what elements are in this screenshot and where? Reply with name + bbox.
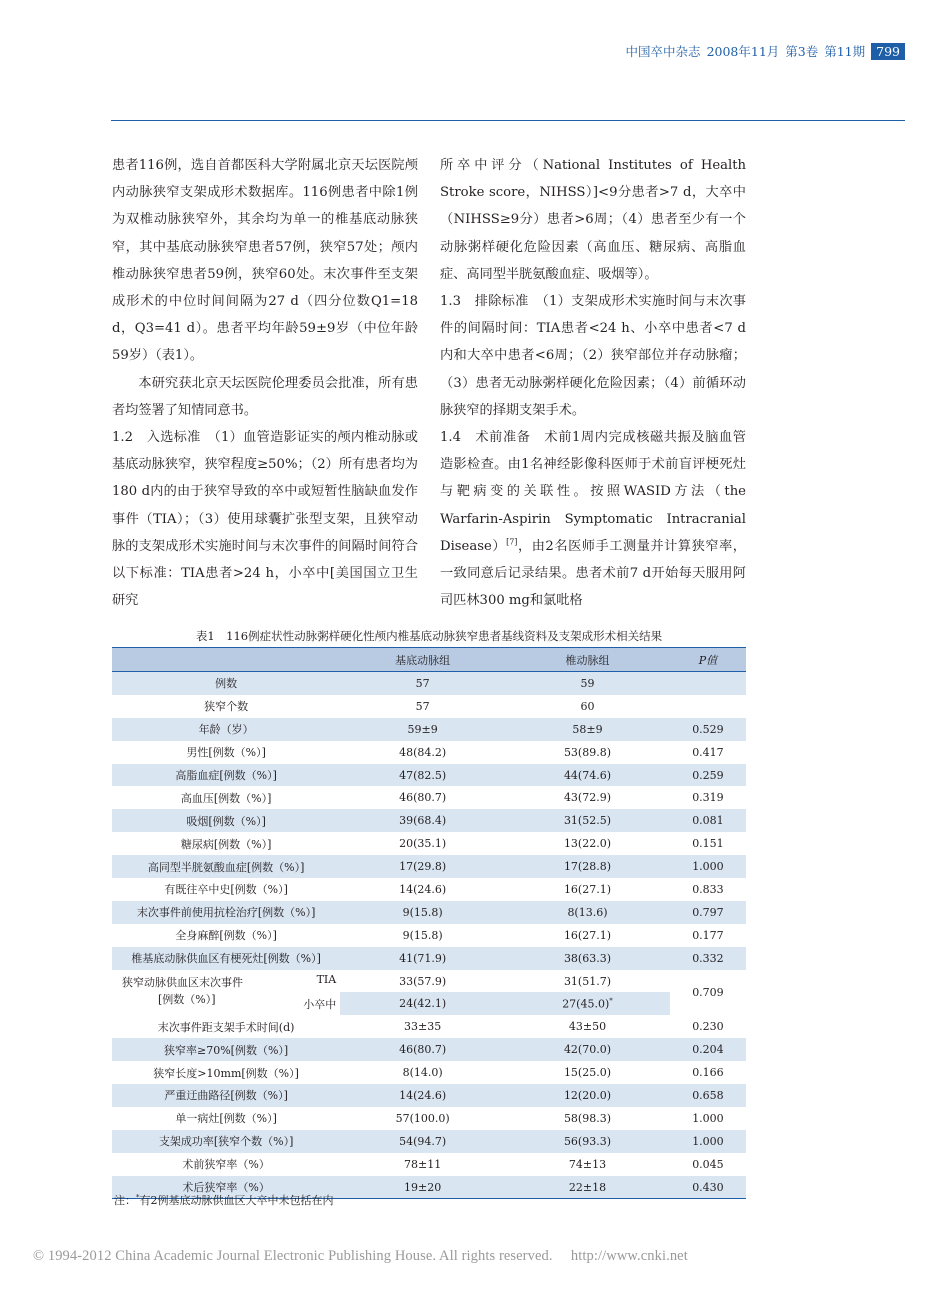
subrow-label-tia: TIA — [316, 972, 337, 986]
cell-vertebral: 16(27.1) — [505, 878, 670, 901]
table-row — [112, 1107, 746, 1130]
cell-vertebral: 44(74.6) — [505, 764, 670, 787]
cell-vertebral: 8(13.6) — [505, 901, 670, 924]
cell-basilar: 17(29.8) — [340, 855, 505, 878]
cell-basilar: 54(94.7) — [340, 1130, 505, 1153]
table-header-row — [112, 648, 746, 672]
cell-basilar: 57 — [340, 672, 505, 695]
cell-vertebral: 22±18 — [505, 1176, 670, 1199]
cell-vertebral: 42(70.0) — [505, 1038, 670, 1061]
cell-label: 狭窄率≥70%[例数（%）] — [112, 1038, 340, 1061]
left-column — [112, 152, 418, 614]
cell-p: 0.177 — [670, 924, 746, 947]
header-cell: 椎动脉组 — [505, 648, 670, 672]
cell-basilar: 39(68.4) — [340, 809, 505, 832]
running-header — [626, 41, 905, 61]
copyright-footer: © 1994-2012 China Academic Journal Electronic Publishing House. All rights reserved. http://www.cnki.net — [33, 1248, 688, 1264]
journal-name: 中国卒中杂志 — [625, 44, 701, 59]
cell-p: 0.658 — [670, 1084, 746, 1107]
cell-label: 男性[例数（%）] — [112, 741, 340, 764]
cell-label: 全身麻醉[例数（%）] — [112, 924, 340, 947]
cell-p: 0.151 — [670, 832, 746, 855]
cell-vertebral: 58±9 — [505, 718, 670, 741]
cell-value: 27(45.0) — [562, 997, 610, 1011]
issue-date: 2008年11月 — [706, 44, 780, 59]
cell-label: 糖尿病[例数（%）] — [112, 832, 340, 855]
cell-vertebral: 59 — [505, 672, 670, 695]
cell-label-multi — [112, 970, 340, 1016]
table-row — [112, 1153, 746, 1176]
table-row — [112, 786, 746, 809]
volume: 第3卷 — [785, 44, 819, 59]
table-row — [112, 832, 746, 855]
cell-p: 0.529 — [670, 718, 746, 741]
cell-basilar: 33(57.9) — [340, 970, 505, 993]
cell-p: 1.000 — [670, 855, 746, 878]
table-row — [112, 1061, 746, 1084]
cell-basilar: 14(24.6) — [340, 878, 505, 901]
cell-basilar: 78±11 — [340, 1153, 505, 1176]
table-row — [112, 924, 746, 947]
cell-vertebral: 13(22.0) — [505, 832, 670, 855]
cell-p: 0.709 — [670, 970, 746, 1016]
cell-vertebral: 74±13 — [505, 1153, 670, 1176]
cell-p: 0.332 — [670, 947, 746, 970]
header-cell — [670, 648, 746, 672]
table-row — [112, 878, 746, 901]
note-text: 有2例基底动脉供血区大卒中未包括在内 — [139, 1194, 334, 1207]
paragraph: 本研究获北京天坛医院伦理委员会批准，所有患者均签署了知情同意书。 — [112, 375, 418, 418]
p-value-header: P值 — [698, 653, 718, 667]
cell-p: 0.833 — [670, 878, 746, 901]
table-row — [112, 947, 746, 970]
cell-basilar: 41(71.9) — [340, 947, 505, 970]
cell-p: 0.081 — [670, 809, 746, 832]
cell-label: 吸烟[例数（%）] — [112, 809, 340, 832]
cell-basilar: 19±20 — [340, 1176, 505, 1199]
issue: 第11期 — [824, 44, 866, 59]
cell-label: 高脂血症[例数（%）] — [112, 764, 340, 787]
table-caption: 表1 116例症状性动脉粥样硬化性颅内椎基底动脉狭窄患者基线资料及支架成形术相关结果 — [195, 629, 663, 643]
cell-p: 1.000 — [670, 1130, 746, 1153]
cell-basilar: 24(42.1) — [340, 992, 505, 1015]
table-row — [112, 764, 746, 787]
table-row — [112, 672, 746, 695]
right-column — [440, 152, 746, 614]
cell-label: 术前狭窄率（%） — [112, 1153, 340, 1176]
cell-p — [670, 672, 746, 695]
table-row — [112, 809, 746, 832]
cell-basilar: 59±9 — [340, 718, 505, 741]
note-marker: * — [136, 1193, 140, 1202]
paragraph: 所卒中评分（National Institutes of Health Stroke score，NIHSS）]<9分患者>7 d，大卒中（NIHSS≥9分）患者>6周；（4）患者至少有一个动脉粥样硬化危险因素（高血压、糖尿病、高脂血症、高同型半胱氨酸血症、吸烟等）。 — [440, 158, 746, 282]
table-row — [112, 855, 746, 878]
cell-label: 支架成功率[狭窄个数（%）] — [112, 1130, 340, 1153]
cell-label: 椎基底动脉供血区有梗死灶[例数（%）] — [112, 947, 340, 970]
cell-basilar: 20(35.1) — [340, 832, 505, 855]
table-row — [112, 1130, 746, 1153]
cell-label: 狭窄长度>10mm[例数（%）] — [112, 1061, 340, 1084]
header-cell: 基底动脉组 — [340, 648, 505, 672]
cell-p — [670, 695, 746, 718]
cell-basilar: 46(80.7) — [340, 786, 505, 809]
cell-label: 年龄（岁） — [112, 718, 340, 741]
cell-basilar: 57(100.0) — [340, 1107, 505, 1130]
cell-vertebral: 56(93.3) — [505, 1130, 670, 1153]
table-row — [112, 901, 746, 924]
footnote-marker: * — [609, 997, 613, 1006]
paragraph: 患者116例，选自首都医科大学附属北京天坛医院颅内动脉狭窄支架成形术数据库。116例患者中除1例为双椎动脉狭窄外，其余均为单一的椎基底动脉狭窄，其中基底动脉狭窄患者57例，狭窄57处；颅内椎动脉狭窄患者59例，狭窄60处。末次事件至支架成形术的中位时间间隔为27 d（四分位数Q1=18 d，Q3=41 d）。患者平均年龄59±9岁（中位年龄59岁）（表1）。 — [112, 158, 418, 364]
table-row — [112, 741, 746, 764]
cell-label: 狭窄个数 — [112, 695, 340, 718]
cell-label: 高同型半胱氨酸血症[例数（%）] — [112, 855, 340, 878]
table-row — [112, 1015, 746, 1038]
cell-vertebral: 17(28.8) — [505, 855, 670, 878]
table-row — [112, 718, 746, 741]
section-1-4 — [440, 424, 746, 614]
cell-basilar: 9(15.8) — [340, 901, 505, 924]
multi-label-line2: [例数（%）] — [158, 992, 216, 1006]
cell-vertebral: 43±50 — [505, 1015, 670, 1038]
cell-p: 0.204 — [670, 1038, 746, 1061]
cell-label: 术后狭窄率（%） — [112, 1176, 340, 1199]
cell-vertebral: 15(25.0) — [505, 1061, 670, 1084]
cell-p: 0.166 — [670, 1061, 746, 1084]
cell-vertebral: 58(98.3) — [505, 1107, 670, 1130]
cell-vertebral: 60 — [505, 695, 670, 718]
cell-p: 0.430 — [670, 1176, 746, 1199]
subrow-label-minor-stroke: 小卒中 — [303, 998, 337, 1012]
citation: [7] — [506, 537, 518, 547]
section-1-3: 1.3 排除标准 （1）支架成形术实施时间与末次事件的间隔时间：TIA患者<24 h、小卒中患者<7 d内和大卒中患者<6周；（2）狭窄部位并存动脉瘤；（3）患者无动脉粥样硬化危险因素；（4）前循环动脉狭窄的择期支架手术。 — [440, 294, 746, 418]
header-cell — [112, 648, 340, 672]
cell-basilar: 14(24.6) — [340, 1084, 505, 1107]
cell-vertebral: 31(51.7) — [505, 970, 670, 993]
cell-vertebral: 12(20.0) — [505, 1084, 670, 1107]
cell-vertebral: 38(63.3) — [505, 947, 670, 970]
table-row-event-type — [112, 970, 746, 993]
multi-label-line1: 狭窄动脉供血区末次事件 — [122, 975, 243, 989]
cell-basilar: 46(80.7) — [340, 1038, 505, 1061]
cell-basilar: 9(15.8) — [340, 924, 505, 947]
cell-label: 高血压[例数（%）] — [112, 786, 340, 809]
header-rule — [111, 120, 905, 121]
cell-vertebral: 43(72.9) — [505, 786, 670, 809]
table-note — [114, 1192, 334, 1208]
cell-vertebral: 31(52.5) — [505, 809, 670, 832]
cell-basilar: 33±35 — [340, 1015, 505, 1038]
table-row — [112, 1038, 746, 1061]
cell-p: 0.045 — [670, 1153, 746, 1176]
section-1-2: 1.2 入选标准 （1）血管造影证实的颅内椎动脉或基底动脉狭窄，狭窄程度≥50%；（2）所有患者均为180 d内的由于狭窄导致的卒中或短暂性脑缺血发作事件（TIA）；（3）使用球囊扩张型支架，且狭窄动脉的支架成形术实施时间与末次事件的间隔时间符合以下标准：TIA患者>24 h，小卒中[美国国立卫生研究 — [112, 430, 418, 609]
cell-p: 0.417 — [670, 741, 746, 764]
cell-vertebral: 16(27.1) — [505, 924, 670, 947]
cell-vertebral: 53(89.8) — [505, 741, 670, 764]
cell-label: 末次事件前使用抗栓治疗[例数（%）] — [112, 901, 340, 924]
note-prefix: 注： — [114, 1194, 136, 1207]
cell-label: 有既往卒中史[例数（%）] — [112, 878, 340, 901]
cell-p: 0.797 — [670, 901, 746, 924]
cell-vertebral — [505, 992, 670, 1015]
cell-p: 0.230 — [670, 1015, 746, 1038]
cell-label: 末次事件距支架手术时间(d) — [112, 1015, 340, 1038]
cell-p: 1.000 — [670, 1107, 746, 1130]
cell-basilar: 57 — [340, 695, 505, 718]
page-number: 799 — [871, 43, 905, 60]
table-row — [112, 695, 746, 718]
cell-basilar: 8(14.0) — [340, 1061, 505, 1084]
cell-basilar: 47(82.5) — [340, 764, 505, 787]
cell-basilar: 48(84.2) — [340, 741, 505, 764]
table-row — [112, 1084, 746, 1107]
cell-label: 单一病灶[例数（%）] — [112, 1107, 340, 1130]
cell-p: 0.259 — [670, 764, 746, 787]
section-1-4-cont: ，由2名医师手工测量并计算狭窄率，一致同意后记录结果。患者术前7 d开始每天服用阿司匹林300 mg和氯吡格 — [440, 538, 746, 609]
cell-label: 严重迂曲路径[例数（%）] — [112, 1084, 340, 1107]
cell-label: 例数 — [112, 672, 340, 695]
section-1-4-text: 1.4 术前准备 术前1周内完成核磁共振及脑血管造影检查。由1名神经影像科医师于术前盲评梗死灶与靶病变的关联性。按照WASID方法（the Warfarin-Aspirin Symptomatic Intracranial Disease） — [440, 430, 746, 554]
cell-p: 0.319 — [670, 786, 746, 809]
